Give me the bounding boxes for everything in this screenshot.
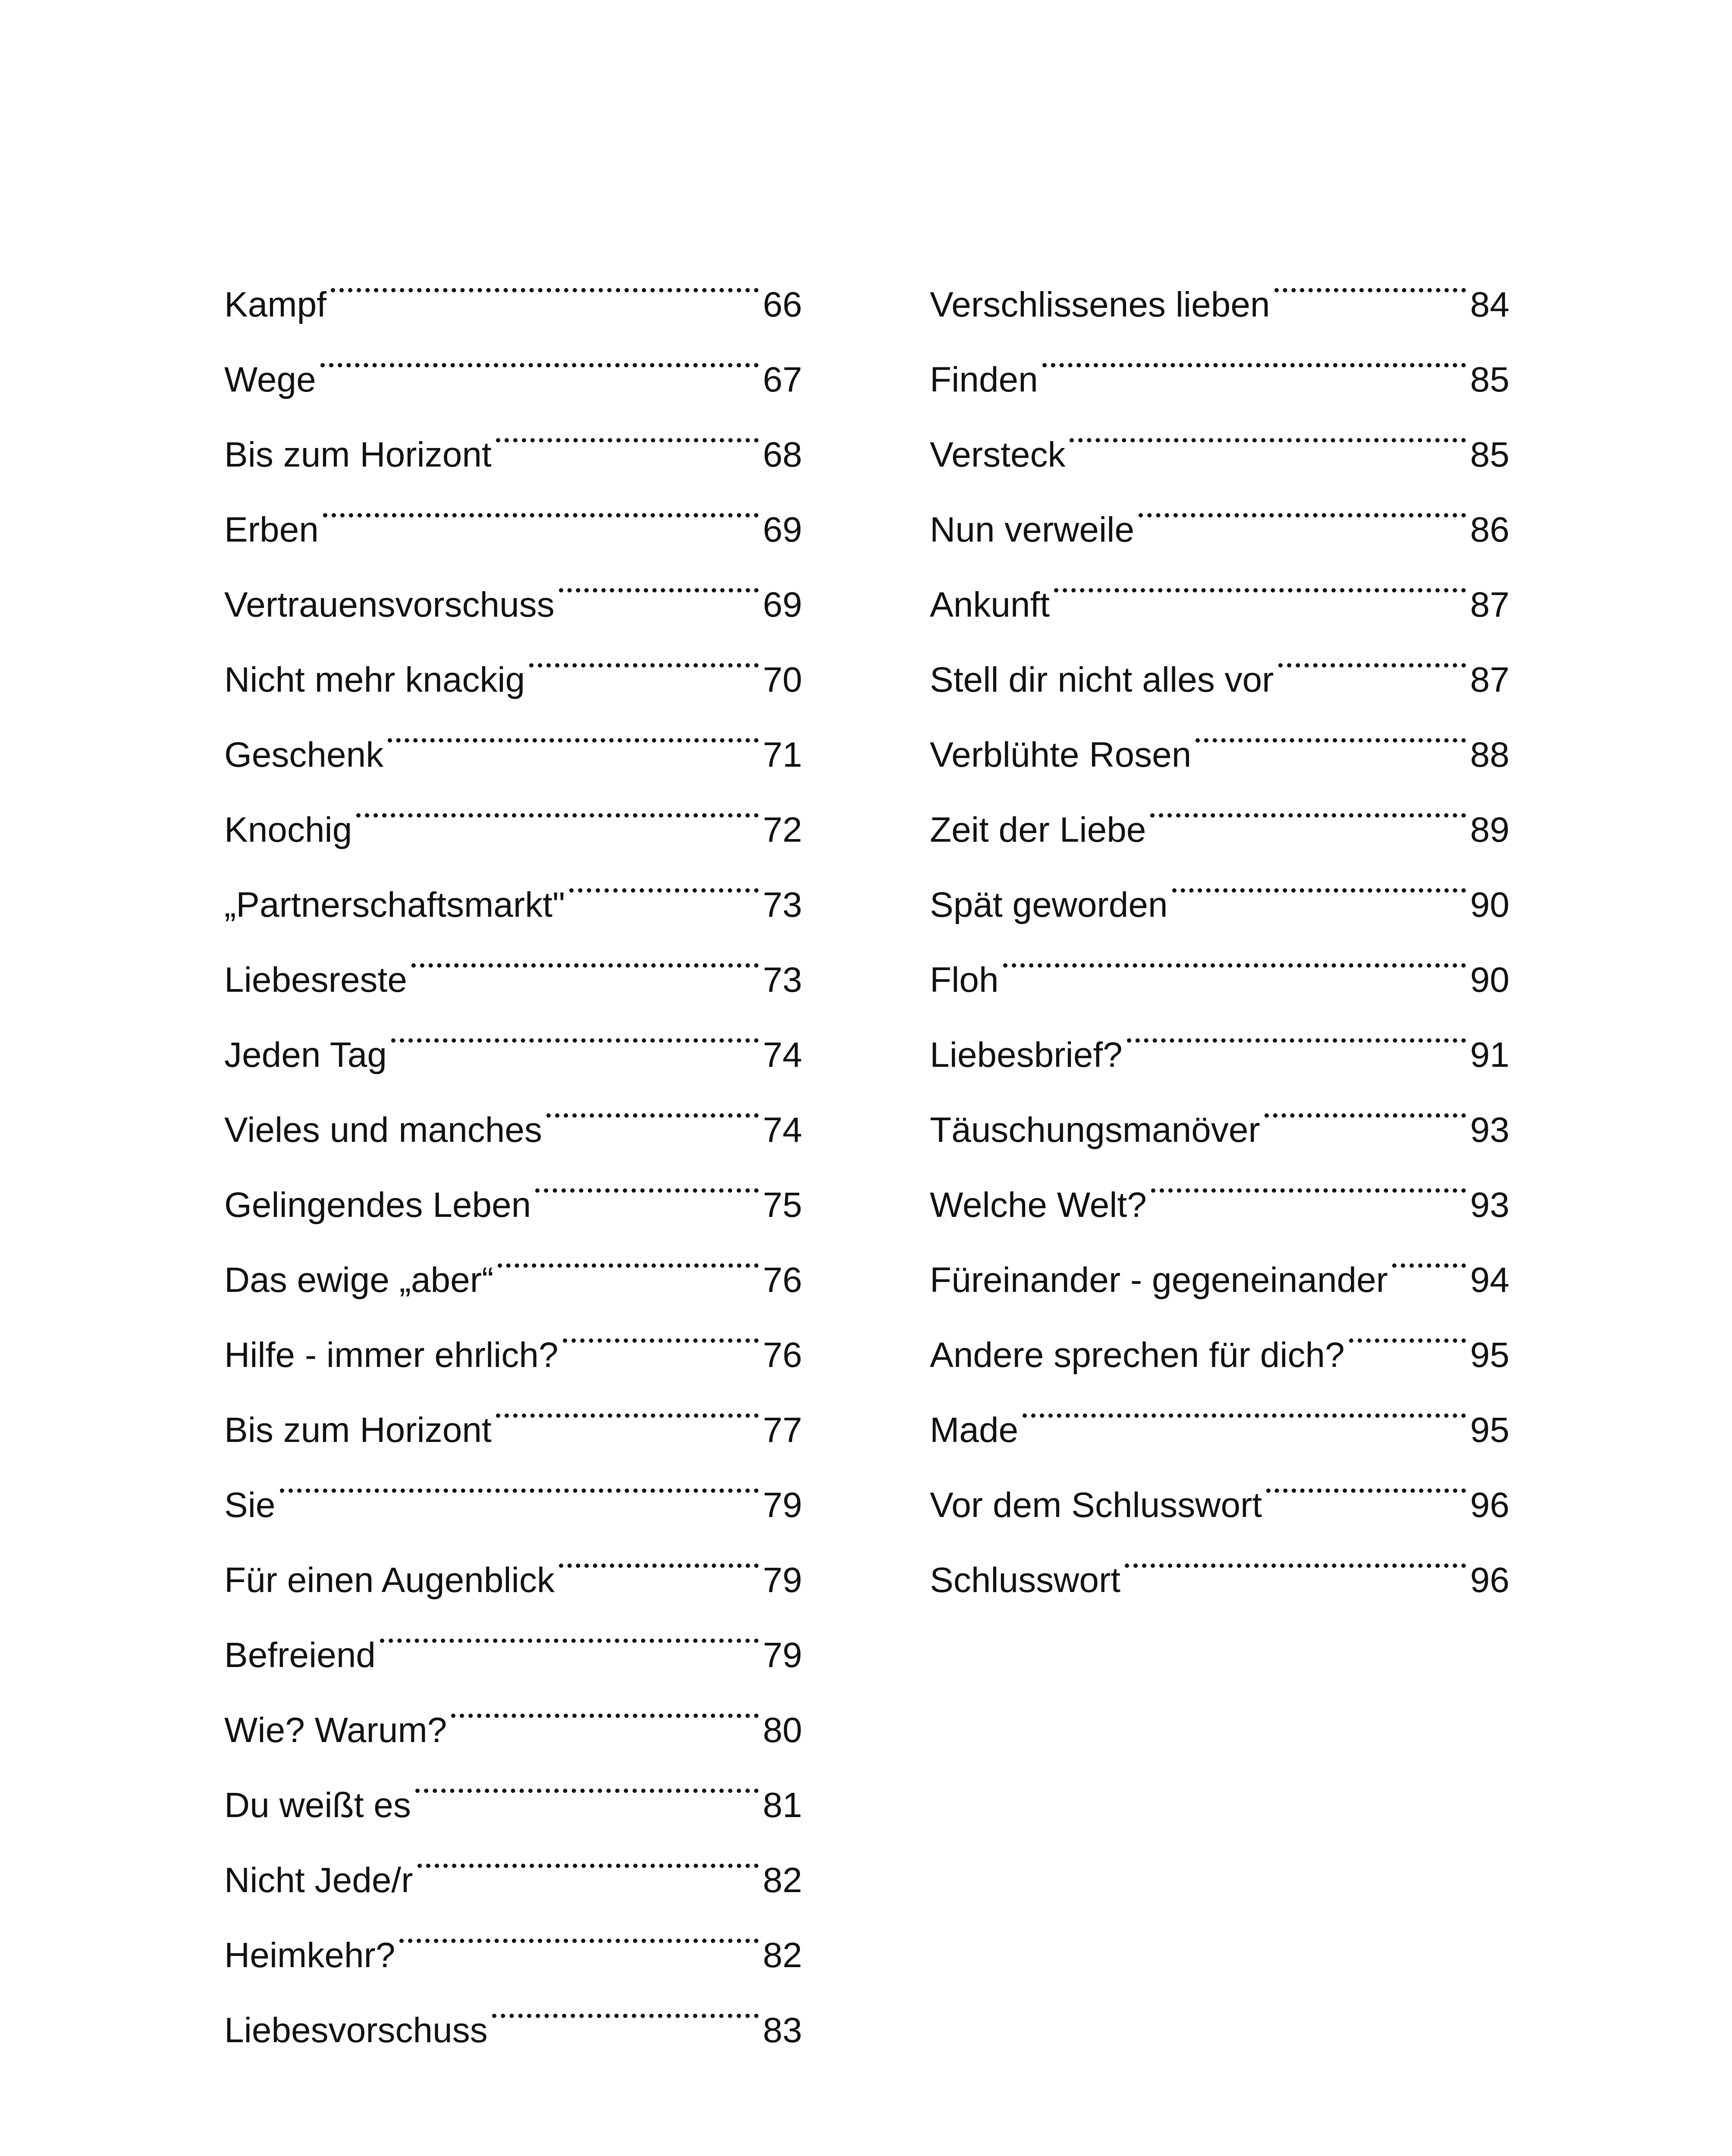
toc-entry-title: Jeden Tag (224, 1035, 387, 1075)
toc-entry-page: 88 (1470, 735, 1509, 774)
toc-entry-title: Nun verweile (930, 510, 1134, 549)
toc-dot-leader (411, 1742, 763, 1817)
toc-entry-title: Ankunft (930, 585, 1050, 624)
toc-entry-page: 95 (1470, 1335, 1509, 1375)
toc-dot-leader (413, 1817, 763, 1892)
toc-dot-leader (1065, 392, 1470, 467)
toc-dot-leader (493, 1217, 762, 1292)
toc-entry-title: Versteck (930, 435, 1066, 474)
toc-entry (930, 241, 1509, 324)
toc-dot-leader (447, 1667, 762, 1742)
toc-entry-title: Nicht mehr knackig (224, 660, 525, 699)
toc-entry-title: Liebesbrief? (930, 1035, 1123, 1075)
toc-entry-page: 96 (1470, 1561, 1509, 1600)
toc-entry-page: 95 (1470, 1410, 1509, 1450)
toc-dot-leader (1270, 241, 1470, 317)
toc-entry-page: 79 (762, 1561, 802, 1600)
toc-dot-leader (565, 842, 763, 917)
toc-dot-leader (555, 1517, 763, 1592)
toc-entry-title: Andere sprechen für dich? (930, 1335, 1345, 1375)
toc-dot-leader (1018, 1367, 1470, 1442)
toc-entry-title: Schlusswort (930, 1561, 1121, 1600)
toc-right-column (930, 241, 1509, 1600)
toc-entry-page: 76 (762, 1335, 802, 1375)
toc-dot-leader (395, 1892, 762, 1967)
toc-dot-leader (492, 392, 763, 467)
toc-entry-page: 73 (762, 885, 802, 924)
toc-dot-leader (407, 917, 763, 992)
toc-entry-page: 67 (762, 360, 802, 399)
toc-entry-page: 80 (762, 1711, 802, 1750)
toc-entry-page: 71 (762, 735, 802, 774)
toc-entry-title: „Partnerschaftsmarkt" (224, 885, 565, 924)
toc-dot-leader (555, 542, 763, 617)
toc-entry-page: 77 (762, 1410, 802, 1450)
toc-entry (224, 1442, 802, 1525)
toc-entry-page: 87 (1470, 660, 1509, 699)
toc-entry-title: Gelingendes Leben (224, 1185, 531, 1225)
toc-entry-title: Bis zum Horizont (224, 1410, 492, 1450)
toc-dot-leader (542, 1067, 763, 1142)
toc-entry-page: 93 (1470, 1185, 1509, 1225)
toc-entry-page: 85 (1470, 435, 1509, 474)
toc-entry-page: 87 (1470, 585, 1509, 624)
toc-entry-page: 84 (1470, 285, 1509, 324)
toc-entry-title: Erben (224, 510, 319, 549)
toc-dot-leader (1388, 1217, 1470, 1292)
toc-entry-title: Kampf (224, 285, 326, 324)
toc-left-column (224, 241, 802, 2050)
toc-entry-title: Nicht Jede/r (224, 1861, 413, 1900)
toc-entry (930, 917, 1509, 1000)
toc-entry-title: Liebesvorschuss (224, 2011, 488, 2050)
toc-entry-page: 93 (1470, 1110, 1509, 1150)
toc-entry-title: Vor dem Schlusswort (930, 1485, 1262, 1525)
toc-entry-page: 73 (762, 960, 802, 1000)
toc-dot-leader (1147, 1142, 1470, 1217)
toc-dot-leader (1345, 1292, 1470, 1367)
toc-entry-title: Heimkehr? (224, 1936, 395, 1975)
toc-entry-page: 90 (1470, 885, 1509, 924)
toc-entry-page: 69 (762, 585, 802, 624)
toc-dot-leader (999, 917, 1470, 992)
toc-entry-title: Geschenk (224, 735, 384, 774)
toc-entry-title: Welche Welt? (930, 1185, 1147, 1225)
toc-entry-title: Finden (930, 360, 1038, 399)
toc-dot-leader (326, 241, 763, 317)
toc-dot-leader (1123, 992, 1470, 1067)
toc-entry-page: 68 (762, 435, 802, 474)
toc-entry-page: 74 (762, 1110, 802, 1150)
toc-entry-title: Hilfe - immer ehrlich? (224, 1335, 559, 1375)
toc-dot-leader (559, 1292, 763, 1367)
toc-entry (224, 1517, 802, 1600)
toc-entry-page: 82 (762, 1936, 802, 1975)
toc-entry-title: Verschlissenes lieben (930, 285, 1270, 324)
toc-entry-title: Floh (930, 960, 999, 1000)
toc-dot-leader (1038, 317, 1470, 392)
toc-dot-leader (1191, 692, 1470, 767)
toc-entry-page: 70 (762, 660, 802, 699)
toc-entry-page: 79 (762, 1636, 802, 1675)
toc-entry-page: 86 (1470, 510, 1509, 549)
toc-dot-leader (1168, 842, 1470, 917)
toc-entry-page: 90 (1470, 960, 1509, 1000)
toc-dot-leader (525, 617, 763, 692)
toc-dot-leader (276, 1442, 763, 1517)
toc-entry-title: Vieles und manches (224, 1110, 542, 1150)
toc-entry-title: Spät geworden (930, 885, 1168, 924)
toc-dot-leader (492, 1367, 763, 1442)
toc-entry-page: 76 (762, 1260, 802, 1300)
toc-entry-page: 94 (1470, 1260, 1509, 1300)
toc-entry-title: Zeit der Liebe (930, 810, 1146, 849)
toc-entry-title: Füreinander - gegeneinander (930, 1260, 1388, 1300)
toc-entry-title: Stell dir nicht alles vor (930, 660, 1274, 699)
toc-dot-leader (1260, 1067, 1470, 1142)
toc-entry-title: Vertrauensvorschuss (224, 585, 555, 624)
toc-entry-page: 81 (762, 1786, 802, 1825)
toc-entry-page: 96 (1470, 1485, 1509, 1525)
toc-dot-leader (488, 1967, 763, 2042)
toc-dot-leader (316, 317, 763, 392)
toc-entry-title: Täuschungsmanöver (930, 1110, 1260, 1150)
toc-entry-title: Für einen Augenblick (224, 1561, 555, 1600)
toc-entry-page: 79 (762, 1485, 802, 1525)
toc-entry-title: Liebesreste (224, 960, 407, 1000)
toc-entry (224, 241, 802, 324)
toc-entry-page: 82 (762, 1861, 802, 1900)
toc-entry-page: 74 (762, 1035, 802, 1075)
toc-entry-title: Das ewige „aber“ (224, 1260, 494, 1300)
toc-dot-leader (1050, 542, 1470, 617)
toc-entry-title: Knochig (224, 810, 352, 849)
toc-entry-page: 75 (762, 1185, 802, 1225)
toc-dot-leader (383, 692, 763, 767)
toc-entry-page: 66 (762, 285, 802, 324)
toc-entry-title: Wie? Warum? (224, 1711, 447, 1750)
toc-dot-leader (387, 992, 763, 1067)
toc-dot-leader (376, 1592, 763, 1667)
toc-entry-page: 91 (1470, 1035, 1509, 1075)
toc-entry-title: Bis zum Horizont (224, 435, 492, 474)
toc-dot-leader (352, 767, 762, 842)
toc-entry-title: Made (930, 1410, 1019, 1450)
toc-dot-leader (319, 467, 763, 542)
toc-entry-page: 72 (762, 810, 802, 849)
toc-dot-leader (1146, 767, 1470, 842)
toc-entry-title: Befreiend (224, 1636, 376, 1675)
toc-dot-leader (1262, 1442, 1470, 1517)
toc-dot-leader (1274, 617, 1470, 692)
toc-dot-leader (1120, 1517, 1470, 1592)
toc-entry-title: Sie (224, 1485, 276, 1525)
toc-entry-title: Du weißt es (224, 1786, 411, 1825)
toc-entry-page: 83 (762, 2011, 802, 2050)
toc-entry-page: 89 (1470, 810, 1509, 849)
toc-entry-title: Wege (224, 360, 316, 399)
toc-entry-page: 85 (1470, 360, 1509, 399)
toc-entry-title: Verblühte Rosen (930, 735, 1192, 774)
toc-entry (930, 992, 1509, 1075)
toc-dot-leader (1134, 467, 1470, 542)
toc-entry-page: 69 (762, 510, 802, 549)
toc-dot-leader (531, 1142, 763, 1217)
